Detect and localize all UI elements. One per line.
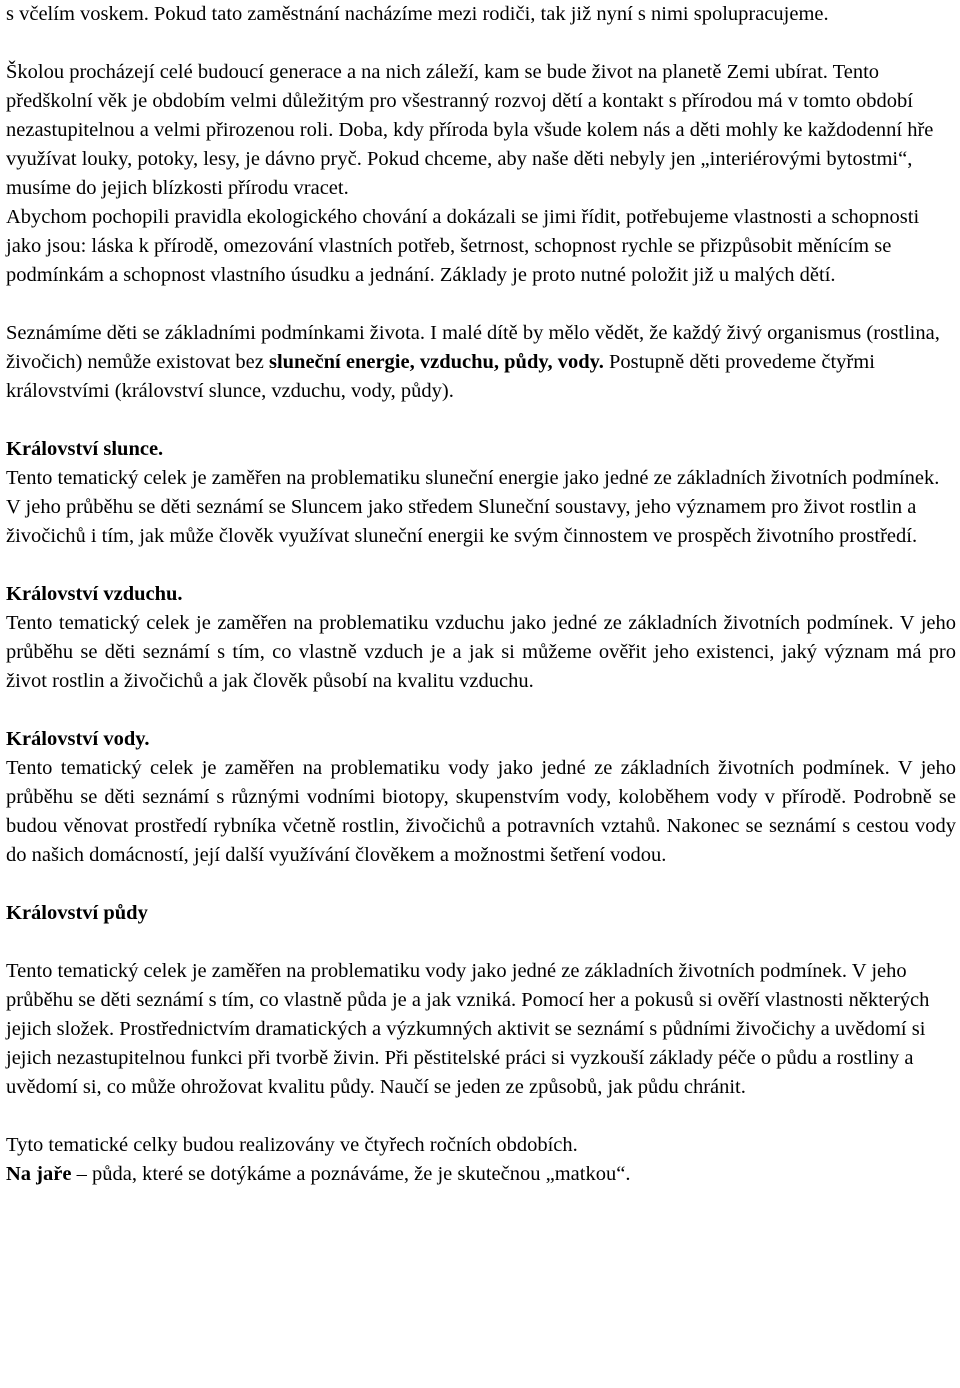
paragraph-gap — [6, 696, 956, 725]
life-conditions-tail: Postupně děti provedeme čtyřmi královstvími (království slunce, vzduchu, vody, půdy). — [6, 351, 875, 402]
life-conditions-bold: sluneční energie, vzduchu, půdy, vody. — [268, 351, 604, 373]
spring-label: Na jaře — [6, 1163, 72, 1185]
spring-text: – půda, které se dotýkáme a poznáváme, že je skutečnou „matkou“. — [71, 1163, 631, 1185]
paragraph-seasons: Tyto tematické celky budou realizovány ve čtyřech ročních obdobích. — [6, 1134, 578, 1156]
paragraph-gap — [6, 1102, 956, 1131]
section-body-water: Tento tematický celek je zaměřen na problematiku vody jako jedné ze základních životních podmínek. V jeho průběhu se děti seznámí s různými vodními biotopy, skupenstvím vody, koloběhem vody v přírodě. Podrobně se budou věnovat prostředí rybníka včetně rostlin, živočichů a potravních vztahů. Nakonec se seznámí s cestou vody do našich domácností, její další využívání člověkem a možnostmi šetření vodou. — [6, 757, 956, 866]
section-heading-soil: Království půdy — [6, 902, 148, 924]
paragraph-intro-continuation: s včelím voskem. Pokud tato zaměstnání nacházíme mezi rodiči, tak již nyní s nimi spolupracujeme. — [6, 3, 829, 25]
paragraph-spring — [6, 1160, 956, 1189]
paragraph-gap — [6, 551, 956, 580]
paragraph-gap — [6, 406, 956, 435]
paragraph-gap — [6, 928, 956, 957]
section-heading-air: Království vzduchu. — [6, 583, 183, 605]
life-conditions-lead: Seznámíme děti se základními podmínkami života. I malé dítě by mělo vědět, že každý živý organismus (rostlina, živočich) nemůže existovat bez — [6, 322, 940, 373]
paragraph-ecological-behavior: Abychom pochopili pravidla ekologického chování a dokázali se jimi řídit, potřebujeme vlastnosti a schopnosti jako jsou: láska k přírodě, omezování vlastních potřeb, šetrnost, schopnost rychle se přizpůsobit měnícím se podmínkám a schopnost vlastního úsudku a jednání. Základy je proto nutné položit již u malých dětí. — [6, 206, 920, 286]
paragraph-generations: Školou procházejí celé budoucí generace a na nich záleží, kam se bude život na planetě Zemi ubírat. Tento předškolní věk je obdobím velmi důležitým pro všestranný rozvoj dětí a kontakt s přírodou má v tomto období nezastupitelnou a velmi přirozenou roli. Doba, kdy příroda byla všude kolem nás a děti mohly ke každodenní hře využívat louky, potoky, lesy, je dávno pryč. Pokud chceme, aby naše děti nebyly jen „interiérovými bytostmi“, musíme do jejich blízkosti přírodu vracet. — [6, 61, 934, 199]
section-body-air: Tento tematický celek je zaměřen na problematiku vzduchu jako jedné ze základních životních podmínek. V jeho průběhu se děti seznámí s tím, co vlastně vzduch je a jak si můžeme ověřit jeho existenci, jaký význam má pro život rostlin a živočichů a jak člověk působí na kvalitu vzduchu. — [6, 612, 956, 692]
paragraph-gap — [6, 29, 956, 58]
paragraph-life-conditions — [6, 319, 956, 406]
section-heading-water: Království vody. — [6, 728, 150, 750]
section-body-soil: Tento tematický celek je zaměřen na problematiku vody jako jedné ze základních životních podmínek. V jeho průběhu se děti seznámí s tím, co vlastně půda je a jak vzniká. Pomocí her a pokusů si ověří vlastnosti některých jejich složek. Prostřednictvím dramatických a výzkumných aktivit se seznámí s půdními živočichy a uvědomí si jejich nezastupitelnou funkci při tvorbě živin. Při pěstitelské práci si vyzkouší základy péče o půdu a rostliny a uvědomí si, co může ohrožovat kvalitu půdy. Naučí se jeden ze způsobů, jak půdu chránit. — [6, 960, 930, 1098]
paragraph-gap — [6, 290, 956, 319]
paragraph-gap — [6, 870, 956, 899]
section-body-sun: Tento tematický celek je zaměřen na problematiku sluneční energie jako jedné ze základních životních podmínek. V jeho průběhu se děti seznámí se Sluncem jako středem Sluneční soustavy, jeho významem pro život rostlin a živočichů i tím, jak může člověk využívat sluneční energii ke svým činnostem ve prospěch životního prostředí. — [6, 467, 940, 547]
section-heading-sun: Království slunce. — [6, 438, 164, 460]
